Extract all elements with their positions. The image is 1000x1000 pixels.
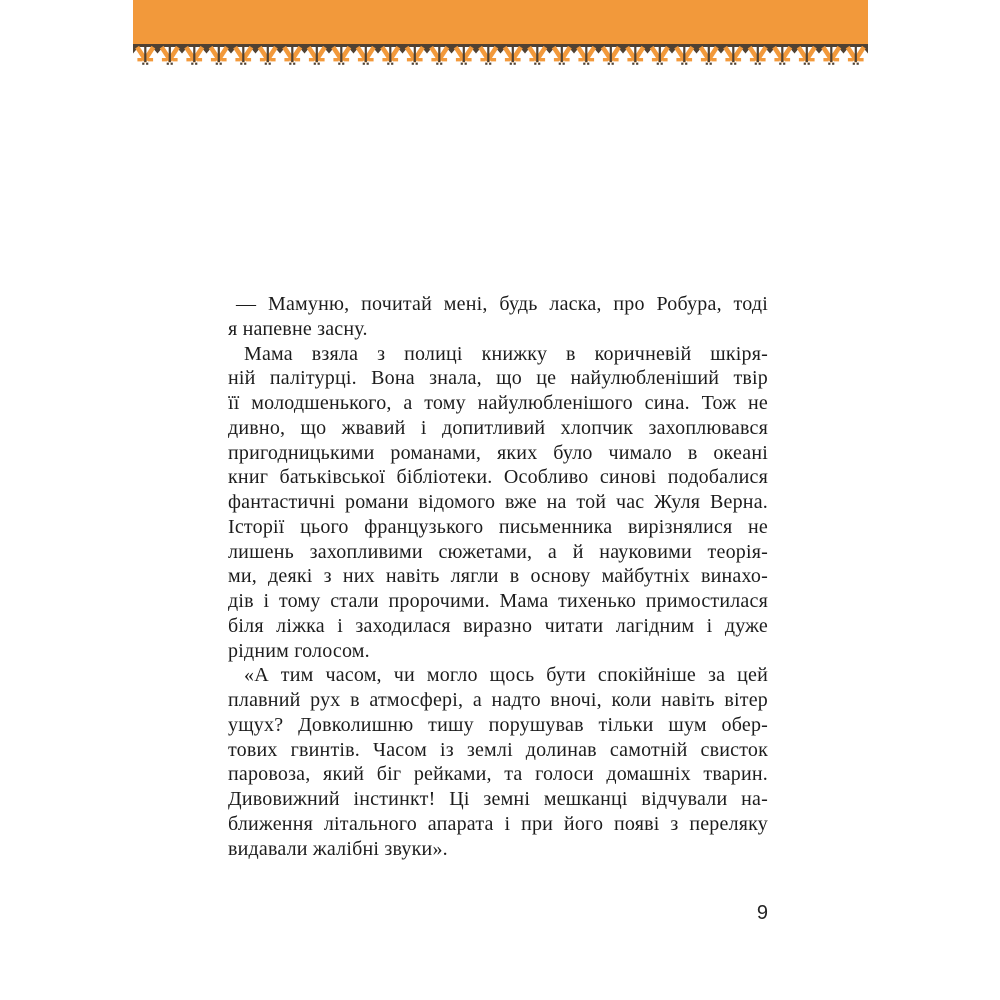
text-line: її молодшенького, а тому найулюбленішого сина. Тож не <box>228 392 768 414</box>
embroidery-trim-ornament <box>133 44 868 68</box>
text-line: ближення літального апарата і при його появі з переляку <box>228 812 768 835</box>
page-number: 9 <box>756 902 768 924</box>
text-line: плавний рух в атмосфері, а надто вночі, коли навіть вітер <box>228 689 768 711</box>
text-line: лишень захопливими сюжетами, а й науковими теорія- <box>228 540 768 563</box>
text-line: дивно, що жвавий і допитливий хлопчик захоплювався <box>228 416 768 439</box>
text-line: пригодницькими романами, яких було чимало в океані <box>228 441 768 464</box>
text-line: видавали жалібні звуки». <box>228 837 448 860</box>
text-line: дів і тому стали пророчими. Мама тихенько примостилася <box>228 590 768 612</box>
page-text <box>228 292 768 861</box>
text-line: Дивовижний інстинкт! Ці земні мешканці відчували на- <box>228 788 768 810</box>
text-line: рідним голосом. <box>228 639 370 662</box>
paragraph <box>228 663 768 861</box>
text-line: «А тим часом, чи могло щось бути спокійніше за цей <box>244 664 768 687</box>
paragraph <box>228 292 768 342</box>
header-band <box>133 0 868 44</box>
text-line: паровоза, який біг рейками, та голоси домашніх тварин. <box>228 763 768 786</box>
text-line: книг батьківської бібліотеки. Особливо синові подобалися <box>228 466 768 489</box>
text-line: ущух? Довколишню тишу порушував тільки шум обер- <box>228 713 768 736</box>
text-line: Історії цього французького письменника вирізнялися не <box>228 515 768 538</box>
text-line: ній палітурці. Вона знала, що це найулюбленіший твір <box>228 367 768 390</box>
text-line: ми, деякі з них навіть лягли в основу майбутніх винахо- <box>228 565 768 588</box>
text-line: Мама взяла з полиці книжку в коричневій шкіря- <box>244 342 768 365</box>
text-line: біля ліжка і заходилася виразно читати лагідним і дуже <box>228 614 768 637</box>
text-line: тових гвинтів. Часом із землі долинав самотній свисток <box>228 738 768 761</box>
text-line: — Мамуню, почитай мені, будь ласка, про Робура, тоді <box>236 293 768 315</box>
text-line: фантастичні романи відомого вже на той час Жуля Верна. <box>228 491 768 513</box>
text-line: я напевне засну. <box>228 317 368 340</box>
paragraph <box>228 342 768 664</box>
